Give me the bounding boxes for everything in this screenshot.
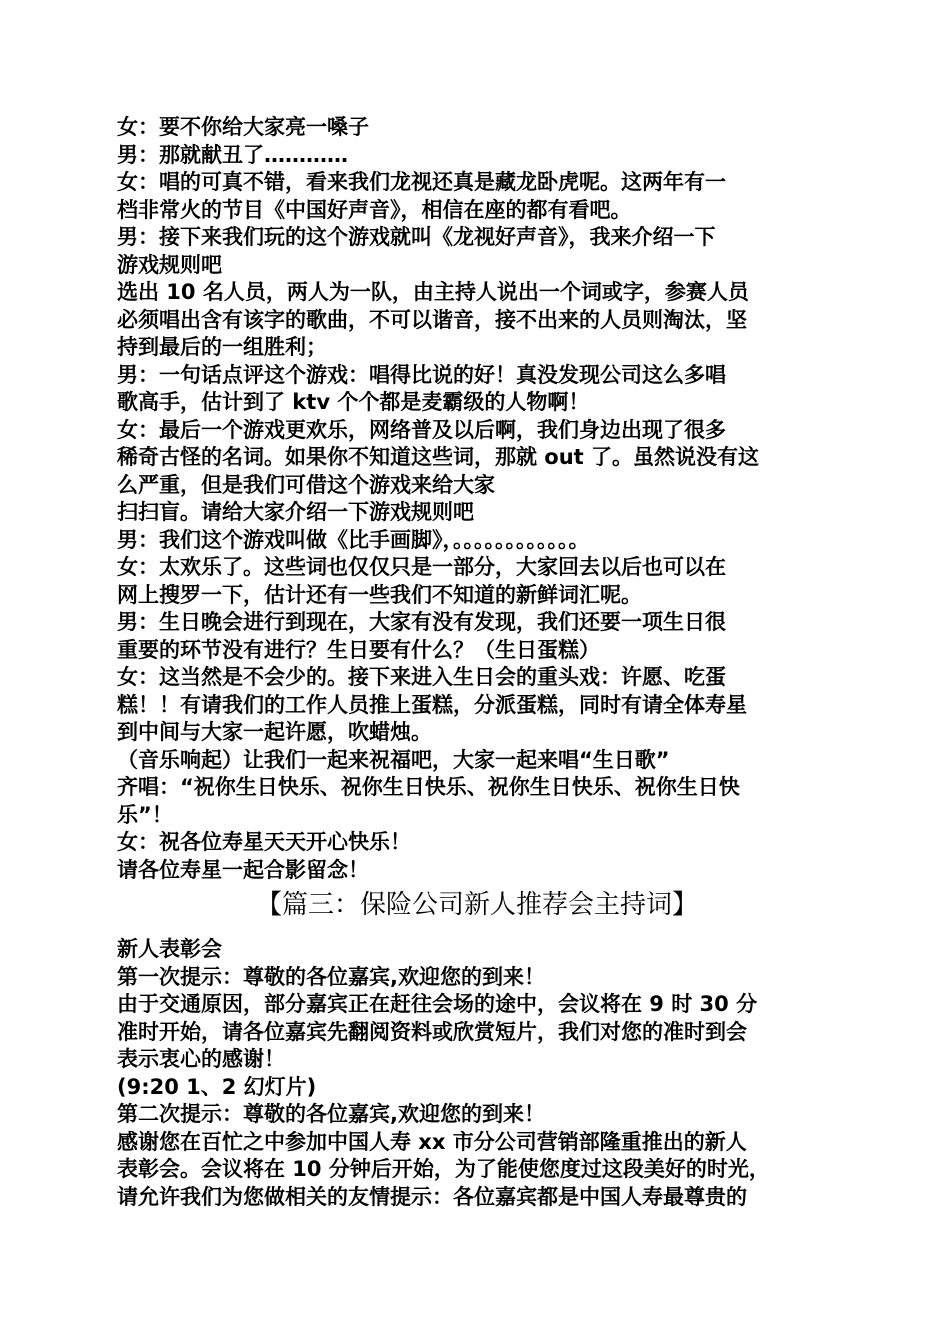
text-line: 准时开始，请各位嘉宾先翻阅资料或欣赏短片，我们对您的准时到会 xyxy=(117,1019,747,1044)
text-line: 齐唱：“祝你生日快乐、祝你生日快乐、祝你生日快乐、祝你生日快 xyxy=(117,775,740,799)
text-line: 女：这当然是不会少的。接下来进入生日会的重头戏：许愿、吃蛋 xyxy=(117,665,726,689)
text-line: 选出 10 名人员，两人为一队，由主持人说出一个词或字，参赛人员 xyxy=(117,280,749,304)
text-line: 重要的环节没有进行？生日要有什么？（生日蛋糕） xyxy=(117,637,600,662)
text-line: 女：要不你给大家亮一嗓子 xyxy=(117,115,369,139)
text-line: 女：太欢乐了。这些词也仅仅只是一部分，大家回去以后也可以在 xyxy=(117,555,726,579)
text-line: 女：最后一个游戏更欢乐，网络普及以后啊，我们身边出现了很多 xyxy=(117,417,726,442)
text-line: 请各位寿星一起合影留念！ xyxy=(117,857,369,882)
text-line: 新人表彰会 xyxy=(117,937,222,961)
text-line: 么严重，但是我们可借这个游戏来给大家 xyxy=(117,472,495,497)
text-line: (9:20 1、2 幻灯片) xyxy=(117,1074,317,1099)
text-line: 档非常火的节目《中国好声音》，相信在座的都有看吧。 xyxy=(117,197,632,222)
text-line: （音乐响起）让我们一起来祝福吧，大家一起来唱“生日歌” xyxy=(117,747,670,772)
section-dialogue xyxy=(117,114,837,884)
text-line: 乐”！ xyxy=(117,802,173,827)
text-line: 持到最后的一组胜利； xyxy=(117,335,327,359)
text-line: 男：一句话点评这个游戏：唱得比说的好！真没发现公司这么多唱 xyxy=(117,362,726,387)
text-line: 到中间与大家一起许愿，吹蜡烛。 xyxy=(117,720,432,744)
text-line: 表彰会。会议将在 10 分钟后开始，为了能使您度过这段美好的时光， xyxy=(117,1157,770,1181)
text-line: 请允许我们为您做相关的友情提示：各位嘉宾都是中国人寿最尊贵的 xyxy=(117,1184,747,1209)
text-line: 男：接下来我们玩的这个游戏就叫《龙视好声音》，我来介绍一下 xyxy=(117,225,716,249)
text-line: 稀奇古怪的名词。如果你不知道这些词，那就 out 了。虽然说没有这 xyxy=(117,445,760,469)
section-award-meeting xyxy=(117,936,837,1211)
text-line: 表示衷心的感谢！ xyxy=(117,1047,285,1071)
text-line: 由于交通原因，部分嘉宾正在赶往会场的途中，会议将在 9 时 30 分 xyxy=(117,992,758,1016)
text-line: 第一次提示：尊敬的各位嘉宾,欢迎您的到来！ xyxy=(117,964,545,989)
text-line: 必须唱出含有该字的歌曲，不可以谐音，接不出来的人员则淘汰，坚 xyxy=(117,307,747,332)
text-line: 男：生日晚会进行到现在，大家有没有发现，我们还要一项生日很 xyxy=(117,610,726,634)
text-line: 游戏规则吧 xyxy=(117,252,222,277)
text-line: 第二次提示：尊敬的各位嘉宾,欢迎您的到来！ xyxy=(117,1102,545,1126)
text-line: 男：我们这个游戏叫做《比手画脚》，。。。。。。。。。。。。 xyxy=(117,527,590,552)
section-heading: 【篇三：保险公司新人推荐会主持词】 xyxy=(255,890,698,920)
text-line: 网上搜罗一下，估计还有一些我们不知道的新鲜词汇呢。 xyxy=(117,582,642,607)
text-line: 扫扫盲。请给大家介绍一下游戏规则吧 xyxy=(117,500,474,524)
text-line: 女：祝各位寿星天天开心快乐！ xyxy=(117,830,411,854)
text-line: 糕！！有请我们的工作人员推上蛋糕，分派蛋糕，同时有请全体寿星 xyxy=(117,692,747,717)
text-line: 男：那就献丑了………… xyxy=(117,142,348,167)
document-body xyxy=(117,114,837,1211)
text-line: 歌高手，估计到了 ktv 个个都是麦霸级的人物啊！ xyxy=(117,390,590,414)
text-line: 女：唱的可真不错，看来我们龙视还真是藏龙卧虎呢。这两年有一 xyxy=(117,170,726,194)
text-line: 感谢您在百忙之中参加中国人寿 xx 市分公司营销部隆重推出的新人 xyxy=(117,1129,747,1154)
